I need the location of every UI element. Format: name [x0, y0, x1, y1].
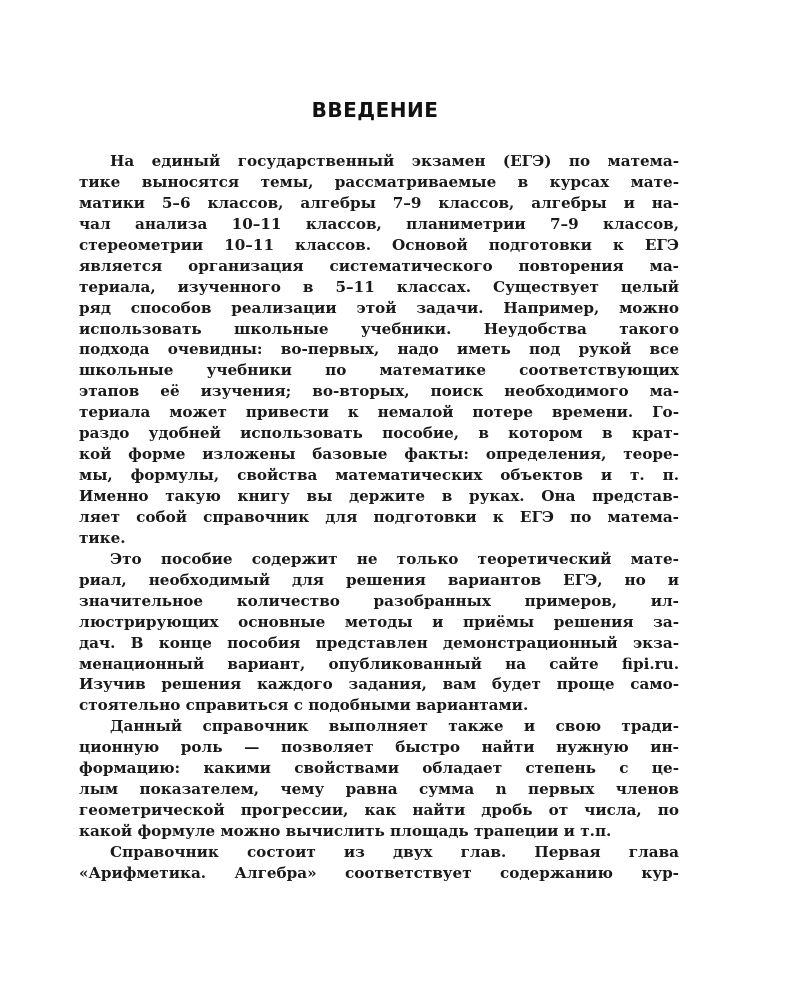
- text-line: Изучив решения каждого задания, вам будет проще само-: [79, 675, 679, 694]
- text-line: териала, изученного в 5–11 классах. Существует целый: [79, 277, 679, 296]
- text-line: стоятельно справиться с подобными вариантами.: [79, 696, 529, 715]
- text-line: мы, формулы, свойства математических объектов и т. п.: [79, 466, 679, 485]
- text-line: На единый государственный экзамен (ЕГЭ) по матема-: [110, 152, 679, 170]
- text-line: использовать школьные учебники. Неудобства такого: [79, 319, 679, 338]
- text-line: чал анализа 10–11 классов, планиметрии 7–9 классов,: [79, 214, 679, 233]
- text-line: менационный вариант, опубликованный на сайте fipi.ru.: [79, 654, 679, 673]
- text-line: Это пособие содержит не только теоретический мате-: [110, 549, 679, 568]
- text-line: «Арифметика. Алгебра» соответствует содержанию кур-: [79, 863, 679, 882]
- text-line: кой форме изложены базовые факты: определения, теоре-: [79, 445, 679, 464]
- text-line: Именно такую книгу вы держите в руках. Она представ-: [79, 487, 679, 505]
- text-line: подхода очевидны: во-первых, надо иметь под рукой все: [79, 340, 679, 359]
- text-line: этапов её изучения; во-вторых, поиск необходимого ма-: [79, 382, 679, 401]
- text-line: какой формуле можно вычислить площадь трапеции и т.п.: [79, 822, 612, 840]
- text-line: лым показателем, чему равна сумма n первых членов: [79, 780, 679, 799]
- text-line: риал, необходимый для решения вариантов ЕГЭ, но и: [79, 570, 679, 589]
- text-line: дач. В конце пособия представлен демонстрационный экза-: [79, 633, 679, 652]
- text-line: тике.: [79, 528, 126, 547]
- text-line: геометрической прогрессии, как найти дробь от числа, по: [79, 801, 679, 820]
- text-line: тике выносятся темы, рассматриваемые в курсах мате-: [79, 172, 679, 191]
- text-line: является организация систематического повторения ма-: [79, 256, 679, 275]
- text-line: значительное количество разобранных примеров, ил-: [79, 591, 679, 610]
- text-line: териала может привести к немалой потере времени. Го-: [79, 403, 679, 422]
- text-line: формацию: какими свойствами обладает степень с це-: [79, 759, 679, 778]
- text-line: ляет собой справочник для подготовки к ЕГЭ по матема-: [79, 507, 679, 526]
- text-line: матики 5–6 классов, алгебры 7–9 классов, алгебры и на-: [79, 193, 679, 212]
- text-line: Данный справочник выполняет также и свою тради-: [110, 717, 679, 736]
- text-line: школьные учебники по математике соответствующих: [79, 361, 679, 380]
- text-line: люстрирующих основные методы и приёмы решения за-: [79, 612, 679, 631]
- text-line: стереометрии 10–11 классов. Основой подготовки к ЕГЭ: [79, 235, 679, 254]
- introduction-text: [79, 151, 679, 884]
- text-line: раздо удобней использовать пособие, в котором в крат-: [79, 424, 679, 443]
- text-line: ционную роль — позволяет быстро найти нужную ин-: [79, 738, 679, 757]
- text-line: Справочник состоит из двух глав. Первая глава: [110, 842, 679, 861]
- page-title: ВВЕДЕНИЕ: [311, 98, 439, 122]
- text-line: ряд способов реализации этой задачи. Например, можно: [79, 298, 679, 317]
